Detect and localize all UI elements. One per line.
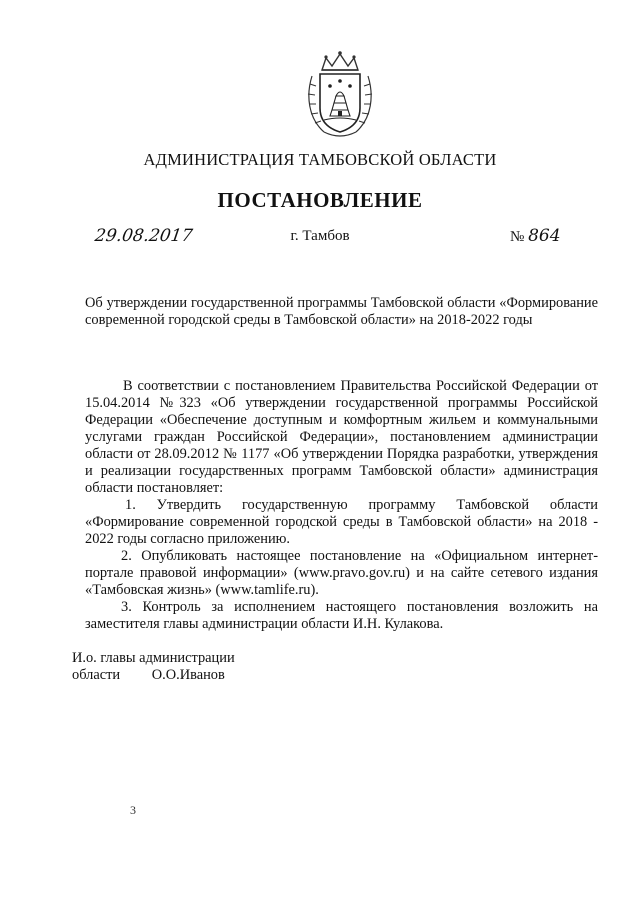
signature-position-line2: области (72, 667, 121, 683)
organization-name: АДМИНИСТРАЦИЯ ТАМБОВСКОЙ ОБЛАСТИ (143, 150, 497, 169)
document-type: ПОСТАНОВЛЕНИЕ (217, 188, 423, 212)
signatory-name: О.О.Иванов (151, 667, 225, 683)
body-item-2: 2. Опубликовать настоящее постановление на «Официальном интернет-портале правовой информации» (www.pravo.gov.ru) и на сайте сетевого издания «Тамбовская жизнь» (www.tamlife.ru). (85, 548, 598, 598)
document-title: Об утверждении государственной программы Тамбовской области «Формирование современной городской среды в Тамбовской области» на 2018-2022 годы (85, 295, 598, 328)
number-value: 864 (528, 226, 561, 246)
page-number: 3 (130, 803, 136, 817)
number-prefix: № (510, 229, 525, 245)
signature-line2 (72, 667, 235, 684)
signature-position-line1: И.о. главы администрации (72, 650, 235, 666)
body-item-1: 1. Утвердить государственную программу Тамбовской области «Формирование современной городской среды в Тамбовской области» на 2018 - 2022 годы согласно приложению. (85, 497, 598, 547)
signature-block (72, 650, 235, 684)
document-city: г. Тамбов (290, 228, 350, 244)
document-number (510, 226, 561, 246)
body-intro-paragraph: В соответствии с постановлением Правительства Российской Федерации от 15.04.2014 №323 «Об утверждении государственной программы Российской Федерации «Обеспечение доступным и комфортным жильем и коммунальными услугами граждан Российской Федерации», постановлением администрации области от 28.09.2012 № 1177 «Об утверждении Порядка разработки, утверждения и реализации государственных программ Тамбовской области» администрация области постановляет: (85, 378, 598, 496)
coat-of-arms-icon (300, 50, 380, 140)
document-date: 29.08.2017 (93, 226, 194, 246)
body-item-3: 3. Контроль за исполнением настоящего постановления возложить на заместителя главы администрации области И.Н. Кулакова. (85, 599, 598, 632)
document-body (85, 378, 598, 633)
